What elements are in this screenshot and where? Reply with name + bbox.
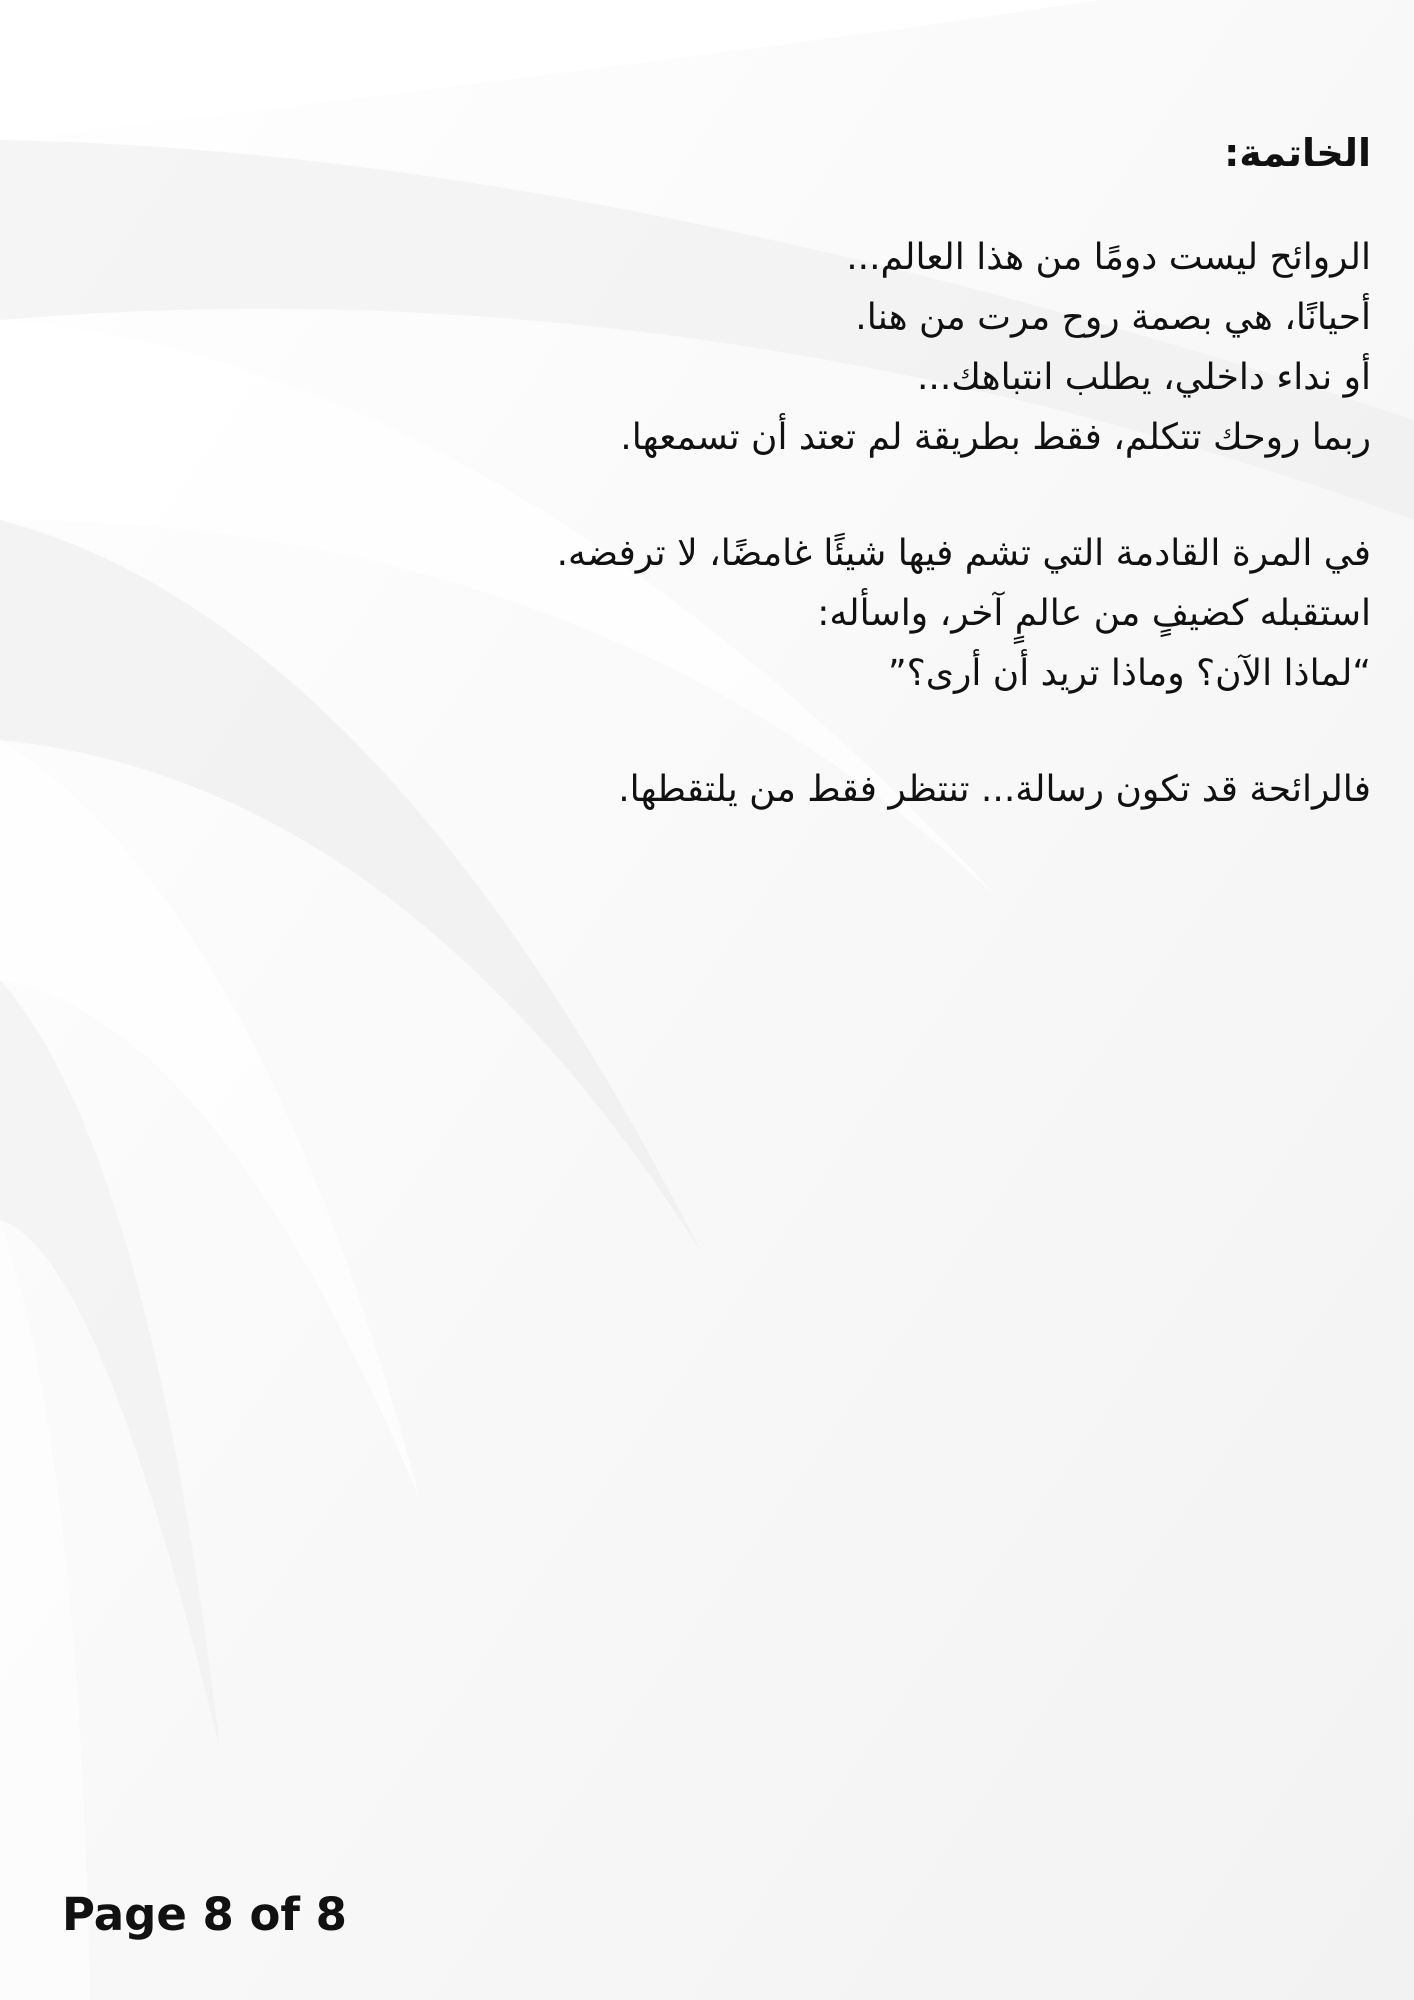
text-line: استقبله كضيفٍ من عالمٍ آخر، واسأله:: [817, 593, 1371, 634]
document-body: [271, 118, 1371, 876]
text-line: الروائح ليست دومًا من هذا العالم...: [846, 237, 1371, 278]
text-line: أحيانًا، هي بصمة روح مرت من هنا.: [855, 297, 1371, 338]
paragraph-2: [271, 524, 1371, 704]
text-line: أو نداء داخلي، يطلب انتباهك...: [916, 357, 1371, 398]
paragraph-3: [271, 760, 1371, 820]
paragraph-1: [271, 228, 1371, 468]
text-line: “لماذا الآن؟ وماذا تريد أن أرى؟”: [888, 653, 1371, 694]
section-heading: الخاتمة:: [1224, 131, 1371, 175]
text-line: في المرة القادمة التي تشم فيها شيئًا غامضًا، لا ترفضه.: [556, 533, 1371, 574]
text-line: ربما روحك تتكلم، فقط بطريقة لم تعتد أن تسمعها.: [620, 417, 1371, 458]
page-number: Page 8 of 8: [62, 1888, 347, 1941]
text-line: فالرائحة قد تكون رسالة... تنتظر فقط من يلتقطها.: [618, 769, 1371, 810]
